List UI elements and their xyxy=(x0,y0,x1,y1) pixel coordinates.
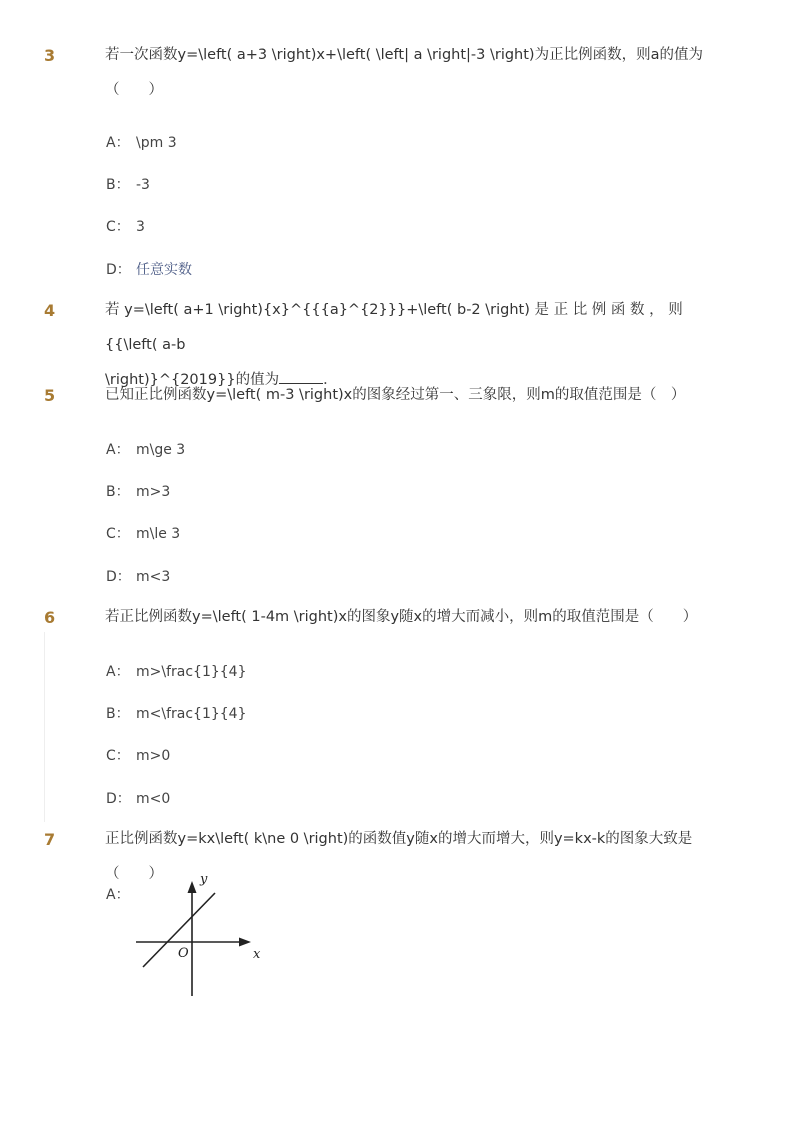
question-number: 5 xyxy=(44,386,56,405)
y-axis-arrow xyxy=(188,881,197,893)
option-letter: B： xyxy=(106,706,130,722)
option-letter: C： xyxy=(106,748,130,764)
option-letter: D： xyxy=(106,791,131,807)
stem-text: \right)}^{2019}}的值为 xyxy=(105,372,280,388)
option-a[interactable] xyxy=(106,132,177,152)
option-d[interactable] xyxy=(106,788,170,808)
option-text: m<\frac{1}{4} xyxy=(136,706,247,722)
option-text: 任意实数 xyxy=(136,262,192,278)
origin-label: O xyxy=(178,946,189,961)
stem-line: 若 y=\left( a+1 \right){x}^{{{a}^{2}}}+\left( b-2 \right) 是 正 比 例 函 数 ， 则 {{\left( a-b xyxy=(105,302,683,353)
option-letter: D： xyxy=(106,262,131,278)
option-text: m>3 xyxy=(136,484,171,500)
stem-end: ． xyxy=(323,372,338,388)
option-d[interactable] xyxy=(106,259,192,279)
option-text: -3 xyxy=(136,177,150,193)
option-text: m<3 xyxy=(136,569,171,585)
option-text: 3 xyxy=(136,219,145,235)
option-a[interactable] xyxy=(106,439,185,459)
option-letter: D： xyxy=(106,569,131,585)
option-text: m\ge 3 xyxy=(136,442,186,458)
option-a-graph[interactable] xyxy=(130,868,270,1003)
question-number: 3 xyxy=(44,46,56,65)
option-letter: C： xyxy=(106,526,130,542)
stem-line: 若一次函数y=\left( a+3 \right)x+\left( \left| a \right|-3 \right)为正比例函数，则a的值为 xyxy=(105,47,703,63)
option-b[interactable] xyxy=(106,481,170,501)
question-number: 4 xyxy=(44,301,56,320)
option-c[interactable] xyxy=(106,745,170,765)
question-stem xyxy=(105,38,715,108)
y-axis-label: y xyxy=(200,872,208,887)
option-c[interactable] xyxy=(106,216,145,236)
option-letter: B： xyxy=(106,177,130,193)
stem-line: 已知正比例函数y=\left( m-3 \right)x的图象经过第一、三象限，则m的取值范围是（ ） xyxy=(105,387,686,403)
option-text: m>0 xyxy=(136,748,171,764)
option-b[interactable] xyxy=(106,703,247,723)
question-number: 7 xyxy=(44,830,56,849)
option-a[interactable] xyxy=(106,661,247,681)
option-letter: A： xyxy=(106,664,130,680)
x-axis-arrow xyxy=(239,938,251,947)
x-axis-label: x xyxy=(253,947,261,962)
option-text: m<0 xyxy=(136,791,171,807)
option-letter: A： xyxy=(106,887,130,903)
stem-line: （ ） xyxy=(105,82,163,98)
option-d[interactable] xyxy=(106,566,170,586)
option-b[interactable] xyxy=(106,174,150,194)
question-stem xyxy=(105,600,715,635)
option-letter: A： xyxy=(106,442,130,458)
question-number: 6 xyxy=(44,608,56,627)
option-letter: B： xyxy=(106,484,130,500)
option-letter: C： xyxy=(106,219,130,235)
question-stem xyxy=(105,378,715,413)
option-text: m\le 3 xyxy=(136,526,181,542)
option-c[interactable] xyxy=(106,523,180,543)
stem-line: 正比例函数y=kx\left( k\ne 0 \right)的函数值y随x的增大而增大，则y=kx-k的图象大致是（ ） xyxy=(105,831,693,882)
stem-line: 若正比例函数y=\left( 1-4m \right)x的图象y随x的增大而减小，则m的取值范围是（ ） xyxy=(105,609,698,625)
option-text: m>\frac{1}{4} xyxy=(136,664,247,680)
divider xyxy=(44,632,45,822)
option-text: \pm 3 xyxy=(136,135,177,151)
option-letter: A： xyxy=(106,135,130,151)
